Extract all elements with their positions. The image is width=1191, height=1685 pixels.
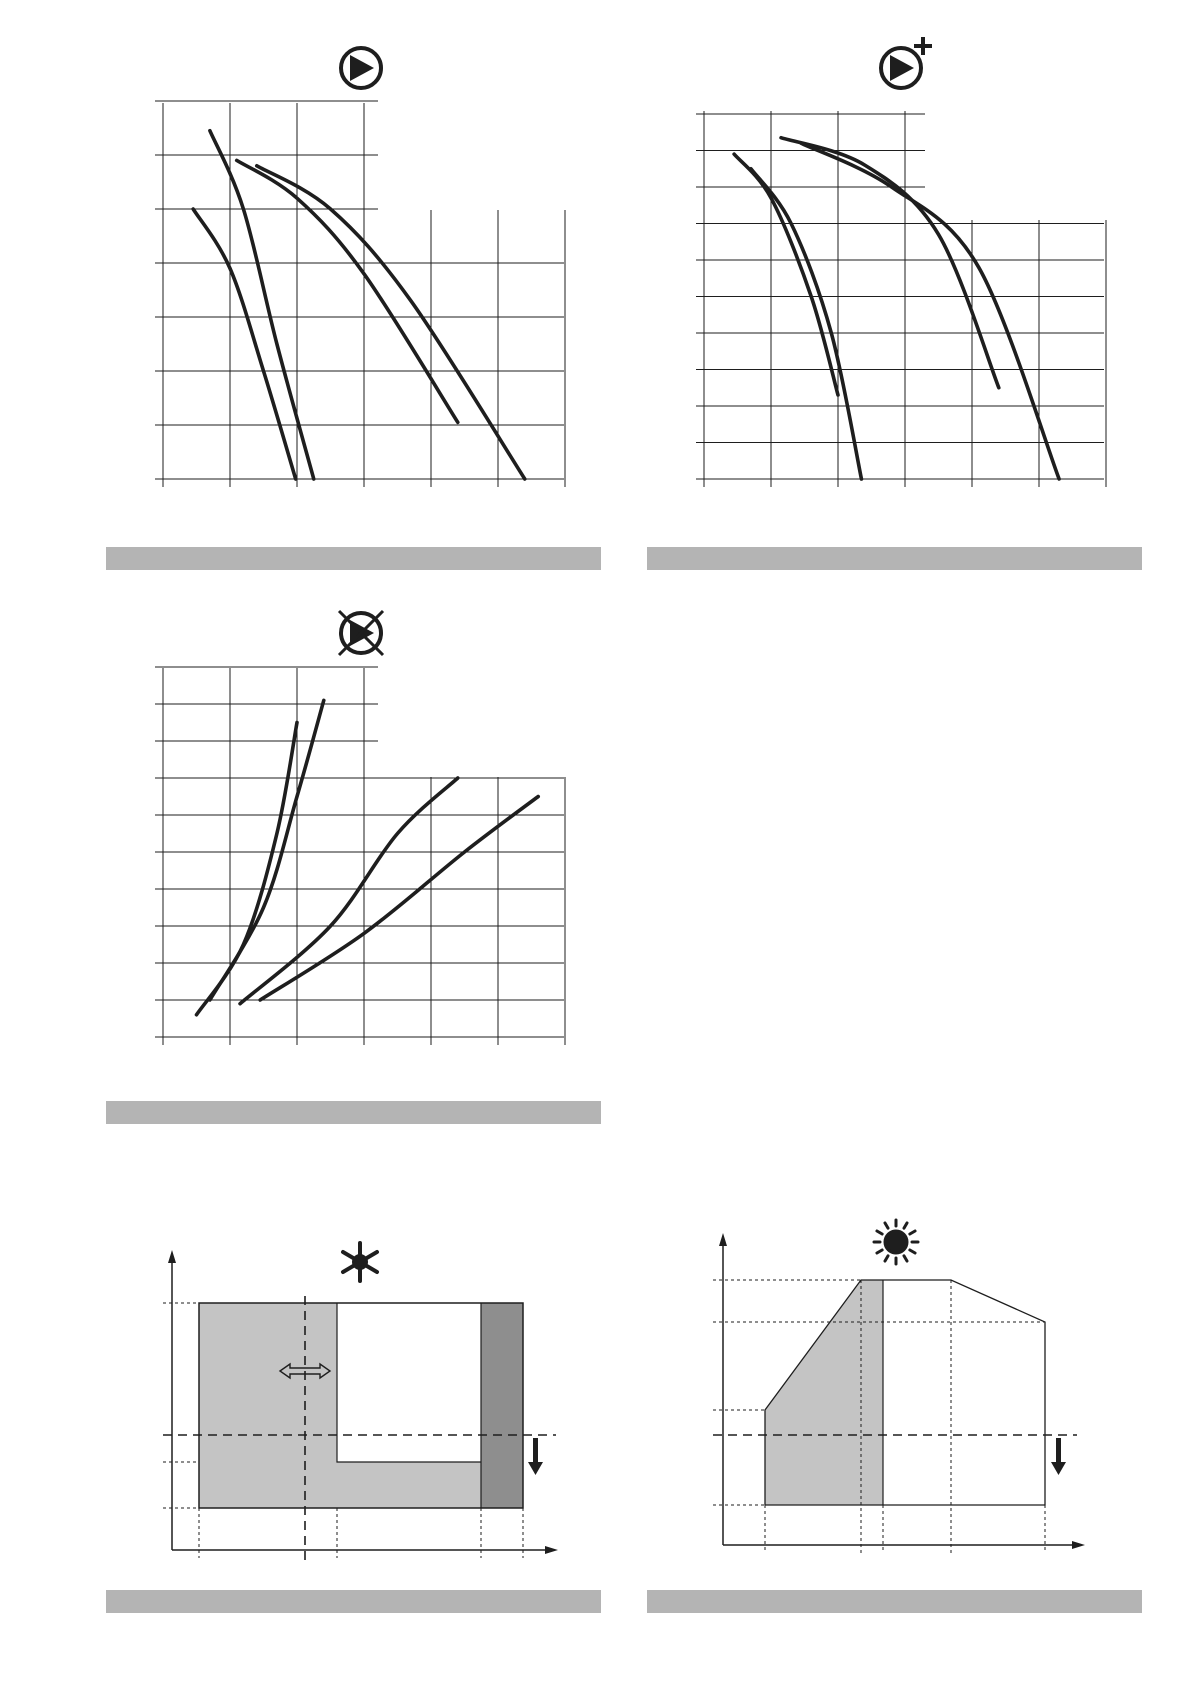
sun-icon [874, 1220, 918, 1264]
operating-range-light [765, 1280, 883, 1505]
arrow-down-icon [1051, 1438, 1066, 1475]
caption-bar [647, 1590, 1142, 1613]
